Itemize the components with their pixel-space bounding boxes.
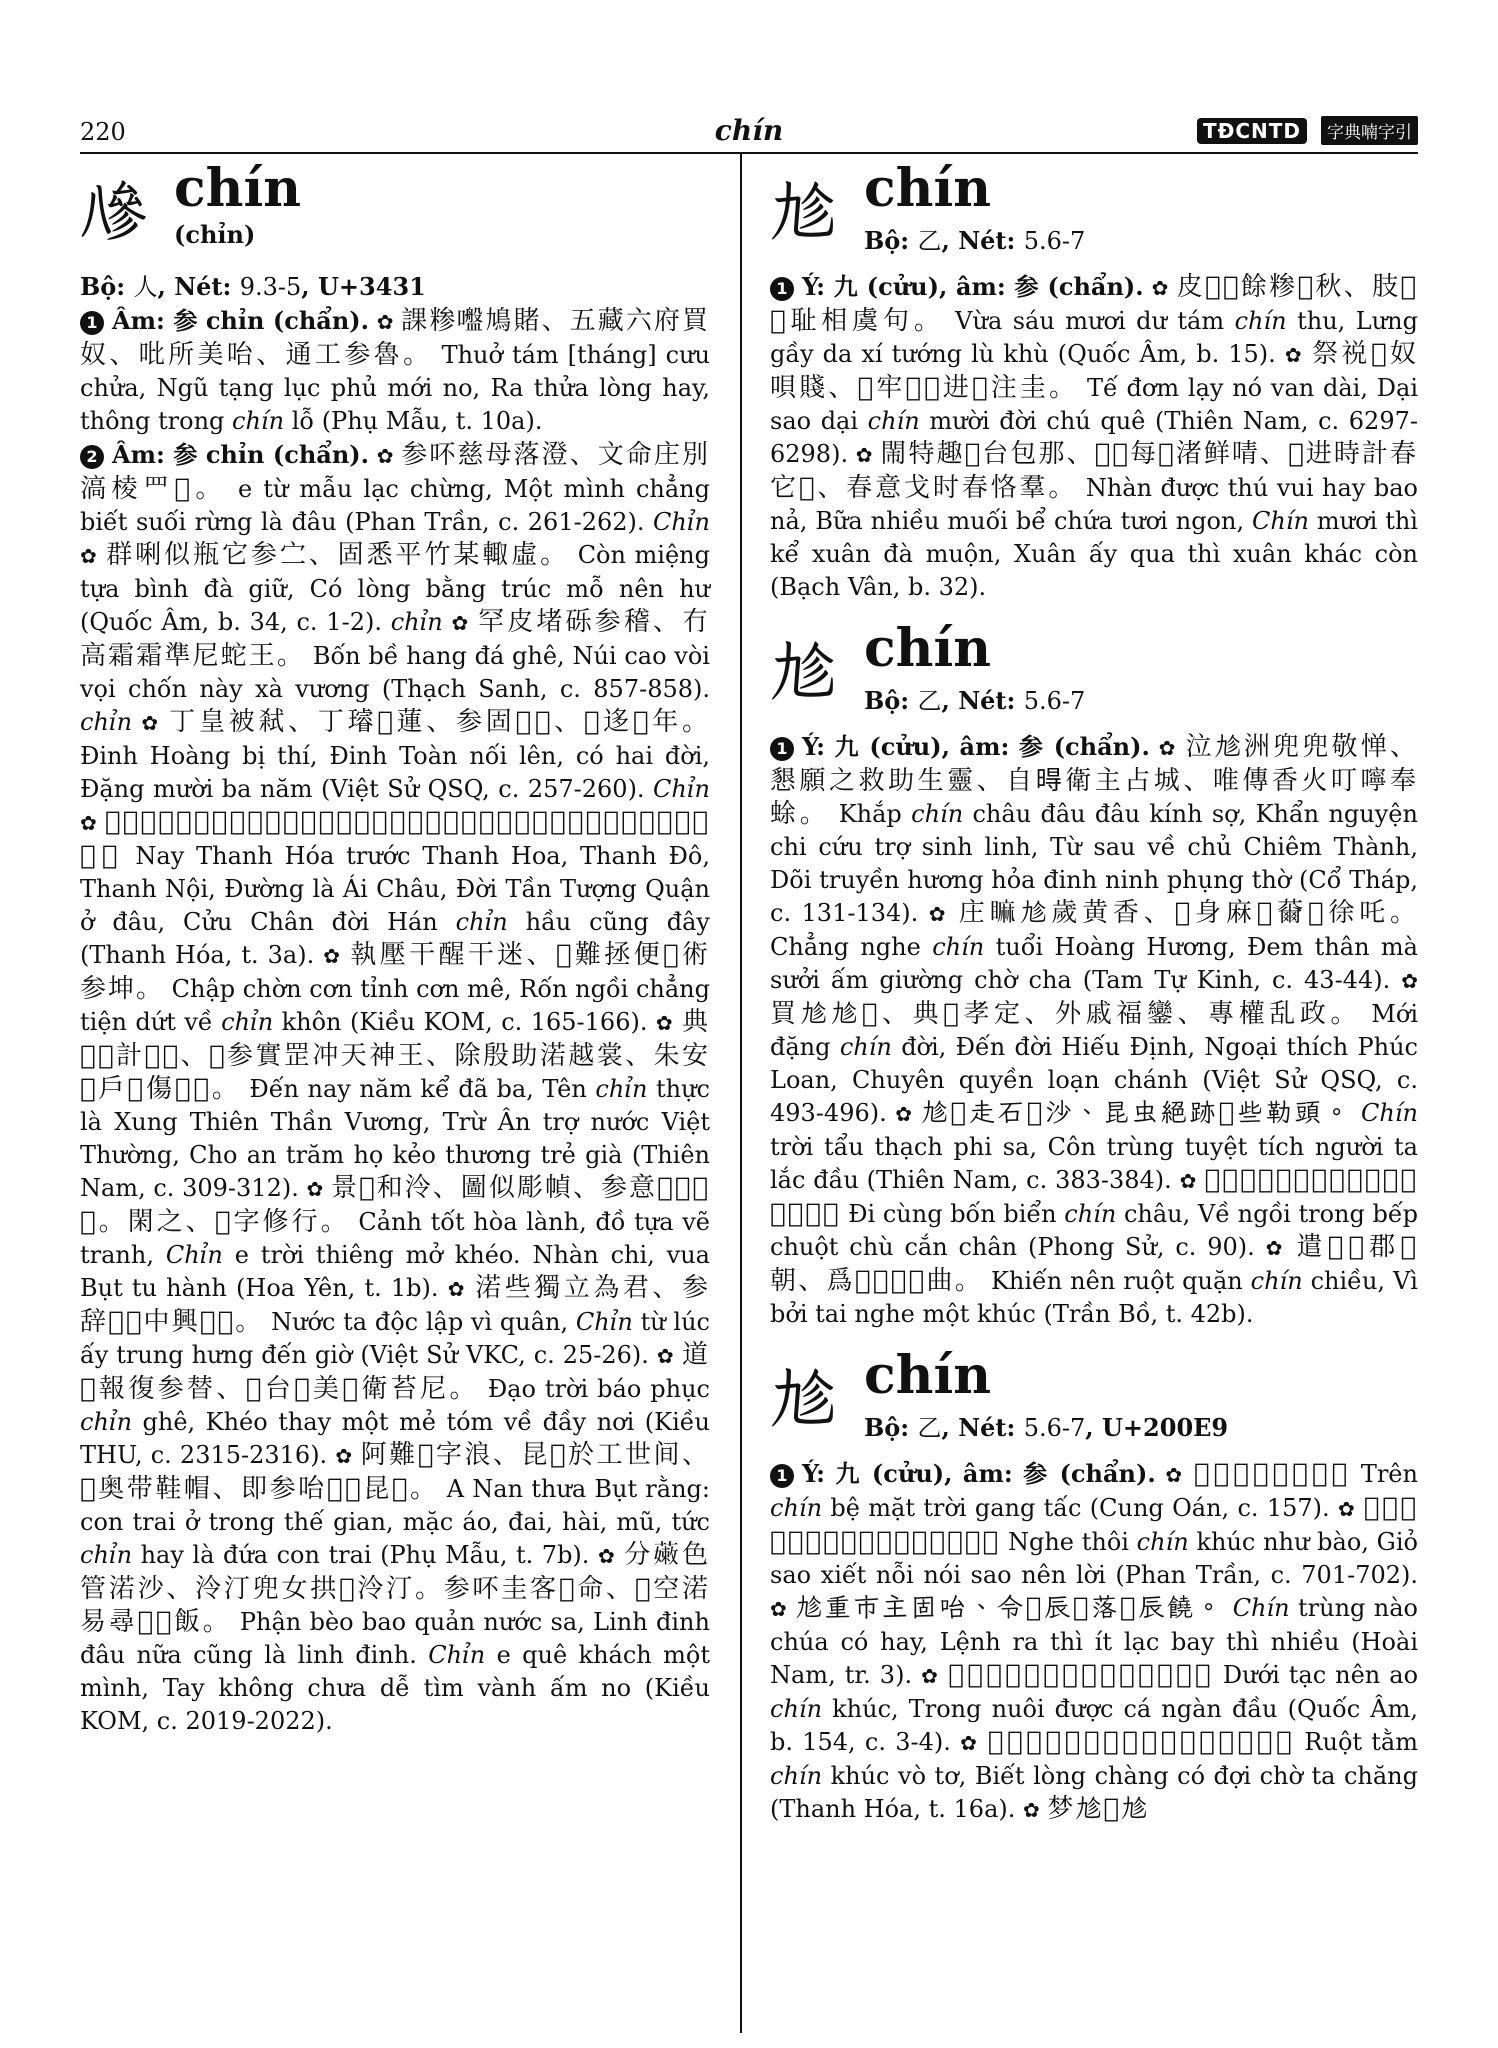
headword-in-quote: Chỉn (165, 1241, 223, 1269)
headword-in-quote: chín (867, 407, 920, 435)
nom-quote: 分𧀒色管渃沙、泠汀兜女拱𢀭泠汀。参吥圭客𤁕命、𡗶空渃易尋𨨨𡗶飯。 (80, 1540, 710, 1637)
nom-quote: 景𠅮和泠、圖似彫幀、参意𡗶𥕧𢷀𡗶。閑之、𢘾字修行。 (80, 1173, 710, 1237)
flower-icon: ✿ (1151, 276, 1169, 300)
meta-label: , Nét: (941, 1413, 1024, 1442)
headword-in-quote: chỉn (390, 608, 443, 636)
viet-quote-tail: lỗ (Phụ Mẫu, t. 10a). (291, 407, 543, 435)
viet-quote-tail: đời, Đến đời Hiếu Định, Ngoại thích Phúc Loan, Chuyên quyền loạn chánh (Việt Sử QSQ, c. 493-496). (770, 1033, 1418, 1127)
sense-number: 1 (770, 737, 794, 761)
flower-icon: ✿ (1265, 1236, 1286, 1260)
strokes: 5.6-7 (1023, 1414, 1086, 1442)
sense-1: 1 Âm: 参 chỉn (chẩn). ✿ 課糁𡂑鳩賭、五藏六府買奴、吡所美咍、通工参魯。 Thuở tám [tháng] cưu chửa, Ngũ tạng lục phủ mới no, Ra thửa lòng hay, thông trong chín lỗ (Phụ Mẫu, t. 10a). (80, 306, 710, 435)
entry-meta: Bộ: 人, Nét: 9.3-5, U+3431 (80, 272, 426, 301)
viet-quote: Trên (1360, 1460, 1418, 1488)
headword-in-quote: chín (232, 407, 285, 435)
sense-reading: 参 chỉn (chẩn). (173, 440, 369, 469)
viet-quote-tail: trời tẩu thạch phi sa, Côn trùng tuyệt tích người ta lắc đầu (Thiên Nam, c. 383-384). (770, 1133, 1418, 1194)
viet-quote-tail: châu, Về ngồi trong bếp chuột chù cắn chân (Phong Sử, c. 90). (770, 1200, 1418, 1261)
brand-logos (1197, 116, 1418, 145)
meta-label: , Nét: (941, 686, 1024, 715)
entry-meta (864, 684, 1085, 718)
sense-number: 1 (770, 1464, 794, 1488)
right-column (770, 158, 1419, 1845)
nom-quote: 渃些獨立為君、参辞𣅶𡗶中興𨫊𢀭。 (80, 1273, 710, 1337)
viet-quote-tail: hầu cũng đây (Thanh Hóa, t. 3a). (80, 908, 710, 969)
radical: 人 (133, 273, 158, 301)
meta-label: Bộ: (864, 1413, 918, 1442)
viet-quote-tail: khúc vò tơ, Biết lòng chàng có đợi chờ ta chăng (Thanh Hóa, t. 16a). (770, 1762, 1418, 1823)
viet-quote: Nước ta độc lập vì quân, (271, 1308, 569, 1336)
sense-1 (770, 270, 1418, 604)
brand-logo-tdcntd: TĐCNTD (1197, 118, 1307, 144)
nom-quote: 執壓干醒干迷、𦛌難拯便𠜮術参坤。 (80, 940, 710, 1004)
viet-quote: e từ mẫu lạc chừng, Một mình chẳng biết suối rừng là đâu (Phan Trần, c. 261-262). (80, 475, 711, 536)
viet-quote: Nghe thôi (1007, 1528, 1129, 1556)
headword-in-quote: Chỉn (653, 508, 710, 536)
flower-icon: ✿ (655, 1011, 674, 1035)
headword-in-quote: chín (839, 1033, 892, 1061)
flower-icon: ✿ (1401, 969, 1418, 993)
flower-icon: ✿ (597, 1544, 616, 1568)
entry-variant: (chỉn) (174, 220, 256, 249)
viet-quote: Ruột tằm (1304, 1728, 1418, 1756)
entry (80, 158, 711, 1738)
entry-character: 𠃩 (770, 633, 836, 710)
headword-in-quote: chín (932, 933, 985, 961)
nom-quote: 𦖑催𠃩曲如炮、𢀭牢𡗶餒吶牢𨂔𠴜。 (770, 1493, 1418, 1557)
flower-icon: ✿ (855, 443, 873, 467)
unicode-code: U+200E9 (1102, 1413, 1229, 1442)
nom-quote: 遣𨂔𦛌郡𠃩朝、爲𤴬𦗏𥊚𠃩曲。 (770, 1232, 1418, 1296)
nom-quote: 典𠁀𠦳計𠀧𢀭、𤞺参實罡冲天神王、除殷助渃越裳、朱安𡗶戶𠴜傷𡋂𦼔。 (80, 1007, 710, 1104)
headword-in-quote: chỉn (455, 908, 508, 936)
viet-quote: có hai đời, Đặng mười ba năm (Việt Sử QSQ, c. 257-260). (80, 742, 710, 803)
viet-quote: Thuở tám [tháng] cưu chửa, Ngũ tạng lục phủ mới no, Ra thửa lòng hay, thông trong (80, 341, 710, 435)
flower-icon: ✿ (80, 544, 98, 568)
nom-quote: 買𠃩𠃩𢚸、典𢚸孝定、外戚福鑾、專權乱政。 (770, 999, 1362, 1029)
nom-quote: 庄𥊚𠃩歲黄香、𠆳身麻𤁕䕥𡗶徐吒。 (958, 898, 1418, 928)
nom-quote: 丁皇被弒、丁璿𦀊蓮、参固𠄩𢚸、𠃩迻𨑮年。 (169, 707, 710, 737)
flower-icon: ✿ (335, 1444, 353, 1468)
entry-head (770, 1345, 1418, 1457)
viet-quote-tail: châu đâu đâu kính sợ, Khẩn nguyện chi cứu trợ sinh linh, Từ sau về chủ Chiêm Thành, Dõi truyền hương hỏa đinh ninh phụng thờ (Cổ Tháp, c. 131-134). (770, 800, 1418, 927)
viet-quote: Vừa sáu mươi dư tám (955, 307, 1225, 335)
headword-in-quote: chín (1250, 1267, 1303, 1295)
nom-quote: 𦛌蚕𠃩曲紆絲、別悉払固待徐些庄。 (987, 1727, 1296, 1757)
nom-quote: 群唎似瓶它参㝉、固悉平竹某輙虛。 (106, 540, 570, 570)
entry-head (770, 618, 1418, 730)
flower-icon: ✿ (451, 611, 470, 635)
viet-quote: Đến nay năm kể đã ba, Tên (249, 1075, 587, 1103)
viet-quote-tail: khúc, Trong nuôi được cá ngàn đầu (Quốc Âm, b. 154, c. 3-4). (770, 1695, 1418, 1756)
viet-quote: ghê, Núi cao vòi vọi chốn này xà vương (Thạch Sanh, c. 857-858). (80, 642, 710, 703)
viet-quote: Nhàn được thú vui hay bao nả, Bữa nhiều muối bể chứa tươi ngon, (770, 474, 1418, 535)
viet-quote-tail: chiều, Vì bởi tai nghe một khúc (Trần Bồ, t. 42b). (770, 1267, 1418, 1328)
flower-icon: ✿ (1179, 1169, 1197, 1193)
sense-2: 2 Âm: 参 chỉn (chẩn). ✿ 参吥慈母落澄、文命庄別滈棱罒𡗶。 e từ mẫu lạc chừng, Một mình chẳng biết suối rừng là đâu (Phan Trần, c. 261-262). Chỉn ✿ 群唎似瓶它参㝉、固悉平竹某輙虛。 Còn miệng tựa bình đà giữ, Có lòng bằng trúc mỗ nên hư (Quốc Âm, b. 34, c. 1-2). chỉn ✿ 罕皮堵砾参稽、冇高霜霜準尼蛇王。 Bốn bề hang đá ghê, Núi cao vòi vọi chốn này xà vương (Thạch Sanh, c. 857-858). chỉn ✿ 丁皇被弒、丁璿𦀊蓮、参固𠄩𢚸、𠃩迻𨑮年。 Đinh Hoàng bị thí, Đinh Toàn nối lên, có hai đời, Đặng mười ba năm (Việt Sử QSQ, c. 257-260). Chỉn ✿ 𠁀清化、䃏清花、清都、清内、唐羅愛州、𢚸秦象郡於𡗶、九真𢚸漢、参係拱低。 Nay Thanh Hóa trước Thanh Hoa, Thanh Đô, Thanh Nội, Đường là Ái Châu, Đời Tần Tượng Quận ở đâu, Cửu Chân đời Hán chỉn hầu cũng đây (Thanh Hóa, t. 3a). ✿ 執壓干醒干迷、𦛌難拯便𠜮術参坤。 Chập chờn cơn tỉnh cơn mê, Rốn ngồi chẳng tiện dứt về chỉn khôn (Kiều KOM, c. 165-166). ✿ 典𠁀𠦳計𠀧𢀭、𤞺参實罡冲天神王、除殷助渃越裳、朱安𡗶戶𠴜傷𡋂𦼔。 Đến nay năm kể đã ba, Tên chỉn thực là Xung Thiên Thần Vương, Trừ Ân trợ nước Việt Thường, Cho an trăm họ kẻo thương trẻ già (Thiên Nam, c. 309-312). ✿ 景𠅮和泠、圖似彫幀、参意𡗶𥕧𢷀𡗶。閑之、𢘾字修行。 Cảnh tốt hòa lành, đồ tựa vẽ tranh, Chỉn e trời thiêng mở khéo. Nhàn chi, vua Bụt tu hành (Hoa Yên, t. 1b). ✿ 渃些獨立為君、参辞𣅶𡗶中興𨫊𢀭。 Nước ta độc lập vì quân, Chỉn từ lúc ấy trung hưng đến giờ (Việt Sử VKC, c. 25-26). ✿ 道𡗶報復参替、𡗶台𤁕美𢬣衛苔尼。 Đạo trời báo phục chỉn ghê, Khéo thay một mẻ tóm về đầy nơi (Kiều THU, c. 2315-2316). ✿ 阿難𢆥字浪、昆𤳆於工世间、𧞣奥带鞋帽、即参咍𠃣𥘀昆𤳆。 A Nan thưa Bụt rằng: con trai ở trong thế gian, mặc áo, đai, hài, mũ, tức chỉn hay là đứa con trai (Phụ Mẫu, t. 7b). ✿ 分𧀒色管渃沙、泠汀兜女拱𢀭泠汀。参吥圭客𤁕命、𡗶空渃易尋𨨨𡗶飯。 Phận bèo bao quản nước sa, Linh đinh đâu nữa cũng là linh đinh. Chỉn e quê khách một mình, Tay không chưa dễ tìm vành ấm no (Kiều KOM, c. 2019-2022). (80, 440, 711, 1735)
nom-quote: 祭祱𢬣奴唄賤、𤵺牢𤵺𠃩进𢀭注圭。 (770, 339, 1418, 403)
viet-quote-tail: tuổi Hoàng Hương, Đem thân mà sưởi ấm giường chờ cha (Tam Tự Kinh, c. 43-44). (770, 933, 1418, 994)
viet-quote: Khiến nên ruột quặn (990, 1267, 1243, 1295)
entry (770, 1345, 1419, 1827)
sense-meaning: 九 (cửu), âm: 参 (chẩn). (835, 1459, 1156, 1488)
flower-icon: ✿ (770, 1597, 788, 1621)
meta-label: Bộ: (864, 226, 918, 255)
sense-number: 2 (80, 445, 104, 469)
nom-quote: 泣𠃩洲兜兜敬惮、懇願之救助生靈、自𣈜衛主占城、唯傳香火叮嚀奉蜍。 (770, 732, 1418, 829)
entry-character: 𠔭 (80, 173, 146, 250)
viet-quote: Tế đơm lạy nó van dài, Dại sao dại (770, 374, 1418, 435)
headword-in-quote: chỉn (80, 1541, 133, 1569)
unicode-code: U+3431 (318, 272, 426, 301)
nom-quote: 課糁𡂑鳩賭、五藏六府買奴、吡所美咍、通工参魯。 (80, 306, 710, 370)
sense-reading: 参 chỉn (chẩn). (173, 306, 369, 335)
nom-quote: 閙特趣𨐮台包那、𩛷𢀭每𤁕渚鲜啨、𠃩进時計春它𡗶、春意戈时春恪羣。 (770, 439, 1418, 503)
header-rule (80, 152, 1418, 154)
flower-icon: ✿ (1284, 343, 1304, 367)
viet-quote-tail: e trời thiêng mở khéo. Nhàn chi, vua Bụt tu hành (Hoa Yên, t. 1b). (80, 1241, 710, 1302)
viet-quote: Bốn bề hang đá (312, 642, 505, 670)
entry-word: chín (174, 158, 302, 219)
nom-quote: 𨖅𠃩陛𩈘𡗶𢀭𠦳。 (1193, 1459, 1352, 1489)
headword-in-quote: chỉn (595, 1075, 648, 1103)
entry (770, 158, 1419, 604)
flower-icon: ✿ (306, 1177, 324, 1201)
headword-in-quote: chín (770, 1494, 823, 1522)
flower-icon: ✿ (1338, 1497, 1356, 1521)
headword-in-quote: chín (1136, 1528, 1189, 1556)
viet-quote-tail: thực là Xung Thiên Thần Vương, Trừ Ân trợ nước Việt Thường, Cho an trăm họ kẻo thương trẻ già (Thiên Nam, c. 309-312). (80, 1075, 710, 1202)
headword-in-quote: chín (770, 1695, 823, 1723)
headword-in-quote: chín (1064, 1200, 1117, 1228)
flower-icon: ✿ (1165, 1463, 1185, 1487)
flower-icon: ✿ (376, 444, 394, 468)
sense-1 (770, 730, 1418, 1331)
nom-quote: 𢀭𦛌𨂔𤁕𠃩曲、𩵜餒特𩵜𠦳頭。 (948, 1660, 1214, 1690)
headword-in-quote: chín (1234, 307, 1287, 335)
radical: 乙 (917, 687, 942, 715)
headword-in-quote: Chỉn (653, 775, 710, 803)
headword-in-quote: chín (770, 1762, 823, 1790)
flower-icon: ✿ (1158, 736, 1177, 760)
strokes: 9.3-5 (239, 273, 302, 301)
nom-quote: 参吥慈母落澄、文命庄別滈棱罒𡗶。 (80, 440, 710, 504)
viet-quote-tail: mươi thì kể xuân đà muộn, Xuân ấy qua thì xuân khác còn (Bạch Vân, b. 32). (770, 507, 1418, 601)
viet-quote: Nay Thanh Hóa trước Thanh Hoa, Thanh Đô, Thanh Nội, Đường là Ái Châu, Đời Tần Tượng Quận ở đâu, Cửu Chân đời Hán (80, 842, 710, 936)
entry-character: 𠃩 (770, 173, 836, 250)
sense-number: 1 (770, 277, 794, 301)
viet-quote: Đi cùng bốn biển (848, 1200, 1057, 1228)
viet-quote-tail: e quê khách một mình, Tay không chưa dễ tìm vành ấm no (Kiều KOM, c. 2019-2022). (80, 1641, 710, 1735)
viet-quote: Phận bèo bao quản nước sa, Linh đinh đâu nữa cũng là linh đinh. (80, 1608, 710, 1669)
flower-icon: ✿ (895, 1102, 913, 1126)
meta-label: , Nét: (941, 226, 1024, 255)
entry-word: chín (864, 158, 992, 219)
headword-in-quote: chỉn (221, 1008, 274, 1036)
flower-icon: ✿ (323, 944, 342, 968)
running-head: chín (714, 114, 784, 147)
entry-character: 𠃩 (770, 1360, 836, 1437)
meta-label: Bộ: (864, 686, 918, 715)
viet-quote-tail: mười đời chú quê (Thiên Nam, c. 6297-6298). (770, 407, 1418, 468)
flower-icon: ✿ (141, 711, 160, 735)
strokes: 5.6-7 (1023, 227, 1086, 255)
headword-in-quote: Chín (1232, 1594, 1290, 1622)
flower-icon: ✿ (376, 310, 394, 334)
viet-quote: giữ, Có lòng bằng trúc mỗ nên hư (Quốc Âm, b. 34, c. 1-2). (80, 575, 710, 636)
entry-word: chín (864, 1345, 992, 1406)
viet-quote-tail: khúc như bào, Giỏ sao xiết nỗi nói sao nên lời (Phan Trần, c. 701-702). (770, 1528, 1418, 1589)
headword-in-quote: Chỉn (428, 1641, 486, 1669)
nom-quote: 阿難𢆥字浪、昆𤳆於工世间、𧞣奥带鞋帽、即参咍𠃣𥘀昆𤳆。 (80, 1440, 710, 1504)
viet-quote-tail: ghê, Khéo thay một mẻ tóm về đầy nơi (Kiều THU, c. 2315-2316). (80, 1408, 710, 1469)
viet-quote-tail: hay là đứa con trai (Phụ Mẫu, t. 7b). (140, 1541, 590, 1569)
viet-quote-tail: khôn (Kiều KOM, c. 165-166). (281, 1008, 648, 1036)
page-header (80, 112, 1418, 152)
flower-icon: ✿ (1023, 1798, 1040, 1822)
headword-in-quote: Chín (1361, 1099, 1418, 1127)
viet-quote: Khắp (838, 800, 902, 828)
flower-icon: ✿ (656, 1344, 675, 1368)
viet-quote-tail: trùng nào chúa có hay, Lệnh ra thì ít lạc bay thì nhiều (Hoài Nam, tr. 3). (770, 1594, 1418, 1689)
viet-quote: Còn miệng tựa bình đà (80, 541, 710, 603)
nom-quote: 𠃩𡗶走石𢀭沙、昆虫絶跡𨈒些勒頭。 (921, 1098, 1353, 1128)
flower-icon: ✿ (960, 1731, 979, 1755)
column-divider (740, 153, 742, 2033)
viet-quote: Cảnh tốt hòa lành, đồ tựa vẽ tranh, (80, 1208, 710, 1269)
meta-label: Ý: (802, 272, 834, 301)
entry-word: chín (864, 618, 992, 679)
sense-meaning: 九 (cửu), âm: 参 (chẩn). (834, 732, 1150, 761)
viet-quote: Chẳng nghe (770, 933, 921, 961)
nom-quote: 𠃩重市主固咍、令𨖅辰𠃣落𢀭辰饒。 (795, 1593, 1225, 1623)
sense-meaning: 九 (cửu), âm: 参 (chẩn). (833, 272, 1144, 301)
headword-in-quote: Chín (1252, 507, 1309, 535)
headword-in-quote: chỉn (80, 708, 133, 736)
nom-quote: 皮𢆥𢆥餘糁𠃩秋、肢𦛌𠃩耻相虞句。 (770, 272, 1419, 336)
flower-icon: ✿ (447, 1277, 467, 1301)
left-column (80, 158, 711, 1756)
viet-quote: A Nan thưa Bụt rằng: con trai ở trong thế gian, mặc áo, đai, hài, mũ, tức (80, 1475, 710, 1536)
viet-quote: Đinh Hoàng bị thí, Đinh Toàn nối lên, (80, 742, 564, 770)
entry (770, 618, 1418, 1331)
sense-1 (770, 1457, 1418, 1827)
headword-in-quote: chỉn (80, 1408, 133, 1436)
nom-quote: 罕皮堵砾参稽、冇高霜霜準尼蛇王。 (80, 607, 710, 671)
flower-icon: ✿ (928, 902, 949, 926)
nom-quote: 𢀭窮罕𤅶𠃩州、衛坐𦛌炡狄厨哏𧿆。 (770, 1165, 1418, 1229)
viet-quote: Chập chờn cơn tỉnh cơn mê, Rốn ngồi chẳng tiện dứt về (80, 975, 710, 1036)
flower-icon: ✿ (921, 1664, 940, 1688)
viet-quote-tail: từ lúc ấy trung hưng đến giờ (Việt Sử VKC, c. 25-26). (80, 1308, 710, 1369)
nom-quote: 𠁀清化、䃏清花、清都、清内、唐羅愛州、𢚸秦象郡於𡗶、九真𢚸漢、参係拱低。 (80, 807, 710, 871)
viet-quote-tail: thu, Lưng gầy da xí tướng lù khù (Quốc Âm, b. 15). (770, 307, 1418, 368)
meta-label: Ý: (802, 732, 835, 761)
viet-quote: Đạo trời báo phục (487, 1375, 710, 1403)
meta-label: , (1085, 1413, 1102, 1442)
viet-quote: Mới đặng (770, 1000, 1418, 1061)
entry-head (770, 158, 1418, 270)
flower-icon: ✿ (80, 811, 97, 835)
strokes: 5.6-7 (1023, 687, 1086, 715)
headword-in-quote: Chỉn (575, 1308, 633, 1336)
brand-logo-tudien: 字典喃字引 (1321, 116, 1418, 145)
headword-in-quote: chín (911, 800, 964, 828)
entry-meta (864, 1411, 1228, 1445)
nom-quote: 道𡗶報復参替、𡗶台𤁕美𢬣衛苔尼。 (80, 1340, 711, 1404)
radical: 乙 (917, 227, 942, 255)
meta-label: Ý: (802, 1459, 836, 1488)
entry-head (80, 158, 710, 270)
page-number: 220 (80, 118, 126, 146)
viet-quote-tail: bệ mặt trời gang tấc (Cung Oán, c. 157). (830, 1494, 1330, 1522)
sense-number: 1 (80, 311, 104, 335)
nom-quote: 梦𠃩𦛌𠃩 (1047, 1794, 1150, 1824)
entry-meta (864, 224, 1085, 258)
viet-quote: Dưới tạc nên ao (1222, 1661, 1419, 1689)
radical: 乙 (917, 1414, 942, 1442)
